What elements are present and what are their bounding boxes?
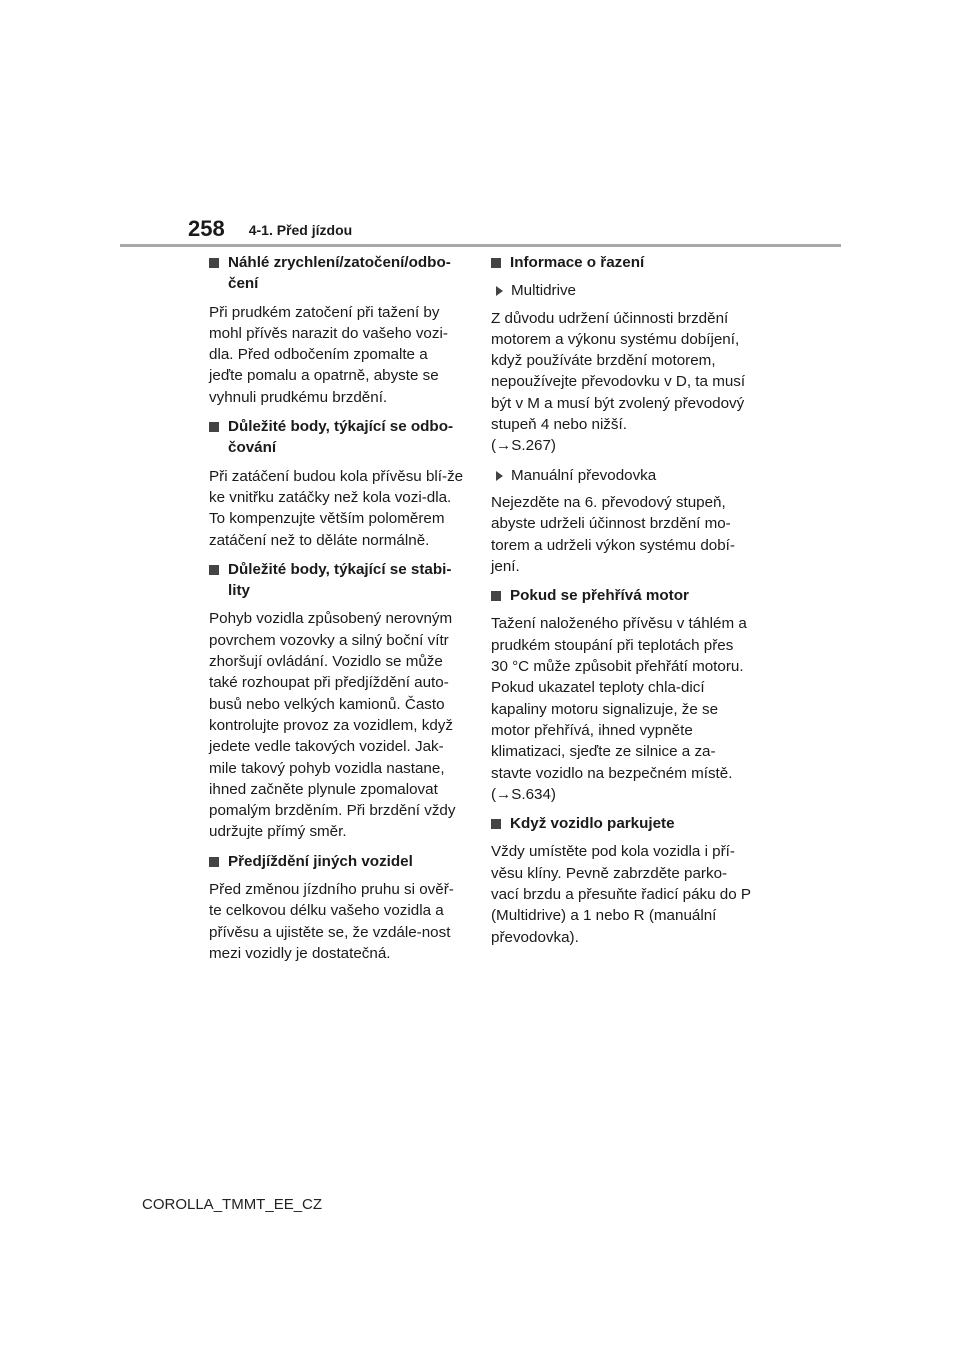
square-bullet-icon (491, 258, 501, 268)
square-bullet-icon (209, 422, 219, 432)
heading-overheating (491, 585, 753, 606)
square-bullet-icon (209, 857, 219, 867)
page-number: 258 (188, 216, 225, 241)
heading-text: Důležité body, týkající se odbo-čování (228, 418, 454, 457)
square-bullet-icon (491, 819, 501, 829)
heading-text: Předjíždění jiných vozidel (228, 852, 413, 870)
paragraph-overtaking: Před změnou jízdního pruhu si ověř-te celkovou délku vašeho vozidla a přívěsu a ujistěte se, že vzdále-nost mezi vozidly je dostatečná. (209, 881, 454, 962)
heading-stability (209, 559, 465, 602)
subheading-multidrive (491, 280, 753, 301)
section-title: 4-1. Před jízdou (248, 222, 353, 238)
paragraph-sudden-maneuver: Při prudkém zatočení při tažení by mohl přívěs narazit do vašeho vozi-dla. Před odbočením zpomalte a jeďte pomalu a opatrně, abyste se vyhnuli prudkému brzdění. (209, 303, 448, 406)
heading-turning (209, 416, 465, 459)
left-column (209, 252, 465, 972)
heading-parking (491, 813, 753, 834)
page-reference-link[interactable]: (→S.634) (491, 785, 556, 803)
heading-overtaking (209, 851, 465, 872)
square-bullet-icon (209, 565, 219, 575)
subheading-manual (491, 465, 753, 486)
paragraph-manual: Nejezděte na 6. převodový stupeň, abyste udrželi účinnost brzdění mo-torem a udrželi výkon systému dobí-jení. (491, 493, 735, 575)
header-divider (120, 244, 841, 247)
right-column (491, 252, 753, 956)
paragraph-overheating (491, 613, 753, 805)
page-header (188, 212, 352, 246)
heading-text: Když vozidlo parkujete (510, 815, 675, 833)
paragraph-text: Tažení naloženého přívěsu v táhlém a prudkém stoupání při teplotách přes 30 °C může způsobit přehřátí motoru. Pokud ukazatel teploty chla-dicí kapaliny motoru signalizuje, že se motor přehřívá, ihned vypněte klimatizaci, sjeďte ze silnice a za-stavte vozidlo na bezpečném místě. (491, 615, 747, 782)
paragraph-parking: Vždy umístěte pod kola vozidla i pří-věsu klíny. Pevně zabrzděte parko-vací brzdu a přesuňte řadicí páku do P (Multidrive) a 1 nebo R (manuální převodovka). (491, 843, 751, 946)
paragraph-multidrive (491, 308, 753, 457)
heading-text: Důležité body, týkající se stabi-lity (228, 560, 452, 600)
heading-shifting-info (491, 252, 753, 273)
page-reference-link[interactable]: (→S.267) (491, 437, 556, 455)
footer-doc-code: COROLLA_TMMT_EE_CZ (142, 1196, 323, 1213)
paragraph-text: Z důvodu udržení účinnosti brzdění motorem a výkonu systému dobíjení, když používáte brzdění motorem, nepoužívejte převodovku v D, ta musí být v M a musí být zvolený převodový stupeň 4 nebo nižší. (491, 309, 746, 434)
paragraph-turning: Při zatáčení budou kola přívěsu blí-že ke vnitřku zatáčky než kola vozi-dla. To kompenzujte větším poloměrem zatáčení než to děláte normálně. (209, 467, 464, 549)
heading-sudden-maneuver (209, 252, 465, 295)
heading-text: Informace o řazení (510, 254, 645, 271)
square-bullet-icon (491, 591, 501, 601)
heading-text: Pokud se přehřívá motor (510, 587, 689, 605)
subheading-text: Multidrive (511, 282, 576, 300)
square-bullet-icon (209, 258, 219, 268)
subheading-text: Manuální převodovka (511, 466, 657, 484)
triangle-bullet-icon (496, 471, 503, 481)
triangle-bullet-icon (496, 286, 503, 296)
paragraph-stability: Pohyb vozidla způsobený nerovným povrchem vozovky a silný boční vítr zhoršují ovládání. Vozidlo se může také rozhoupat při předjíždění auto-busů nebo velkých kamionů. Často kontrolujte provoz za vozidlem, když jedete vedle takových vozidel. Jak-mile takový pohyb vozidla nastane, ihned začněte plynule zpomalovat pomalým brzděním. Při brzdění vždy udržujte přímý směr. (209, 610, 456, 841)
heading-text: Náhlé zrychlení/zatočení/odbo-čení (228, 254, 451, 293)
